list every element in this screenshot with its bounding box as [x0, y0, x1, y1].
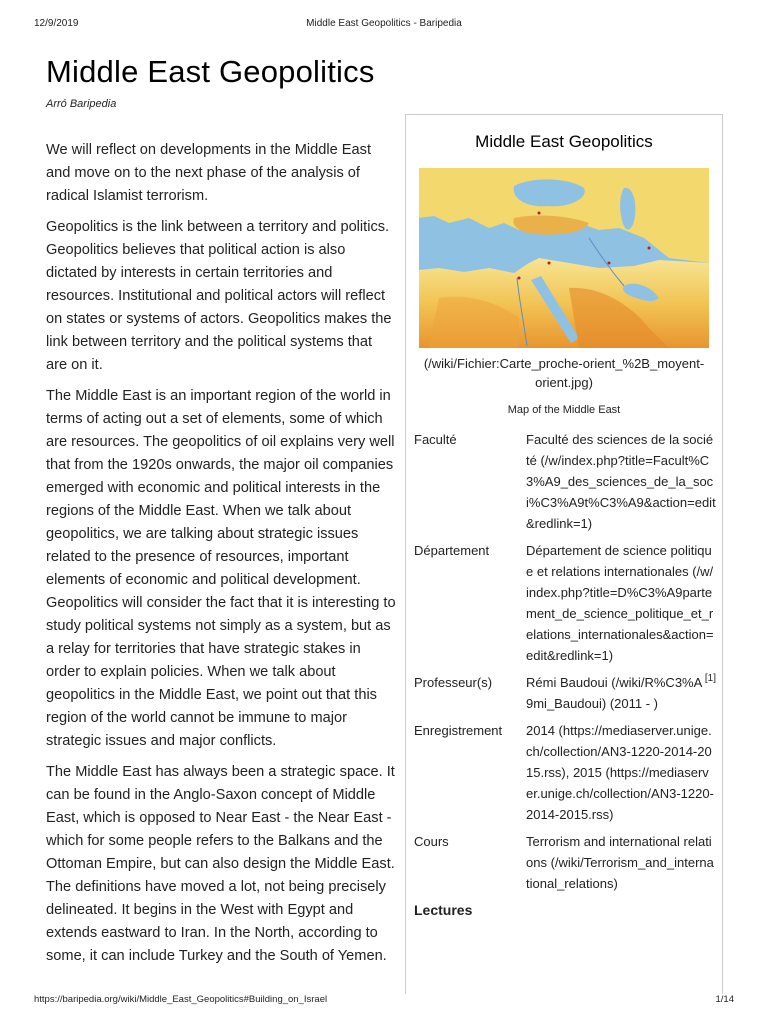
infobox-value-link[interactable]: 2014 (https://mediaserver.unige.ch/collection/AN3-1220-2014-2015.rss), 2015 (https://mediaserver.unige.ch/collection/AN3-1220-2014-2015.rss) [526, 723, 714, 822]
print-title: Middle East Geopolitics - Baripedia [306, 18, 462, 29]
paragraph: The Middle East is an important region of the world in terms of acting out a set of elements, some of which are resources. The geopolitics of oil explains very well that from the 1920s onwards, the major oil companies emerged with economic and political interests in the regions of the Middle East. When we talk about geopolitics, we are talking about strategic issues related to the presence of resources, important elements of economic and political development. Geopolitics will consider the fact that it is interesting to study political systems not simply as a system, but as a relay for territories that have strategic stakes in order to explain policies. When we talk about geopolitics in the Middle East, we point out that this region of the world cannot be immune to major strategic issues and major conflicts. [46, 388, 396, 749]
page-number: 1/14 [715, 994, 734, 1005]
infobox-label: Cours [414, 834, 449, 849]
infobox-value-link[interactable]: Rémi Baudoui (/wiki/R%C3%A9mi_Baudoui) (2011 - ) [526, 675, 703, 711]
infobox [405, 114, 723, 994]
site-tagline: Arró Baripedia [46, 98, 117, 110]
infobox-row-enregistrement [406, 720, 722, 825]
page-title: Middle East Geopolitics [46, 54, 375, 89]
middle-east-map-image[interactable] [419, 168, 709, 348]
infobox-value-link[interactable]: Terrorism and international relations (/wiki/Terrorism_and_international_relations) [526, 834, 714, 891]
infobox-row-cours [406, 831, 722, 894]
infobox-section-lectures: Lectures [414, 902, 473, 918]
paragraph: Geopolitics is the link between a territory and politics. Geopolitics believes that political action is also dictated by interests in certain territories and resources. Institutional and political actors will reflect on states or systems of actors. Geopolitics makes the link between territory and the political systems that are on it. [46, 219, 392, 373]
print-date: 12/9/2019 [34, 18, 79, 29]
infobox-label: Faculté [414, 432, 457, 447]
infobox-row-professeur [406, 672, 722, 714]
image-file-link[interactable]: (/wiki/Fichier:Carte_proche-orient_%2B_moyent-orient.jpg) [423, 356, 705, 390]
infobox-value-link[interactable]: Département de science politique et relations internationales (/w/index.php?title=D%C3%A9partement_de_science_politique_et_relations_internationales&action=edit&redlink=1) [526, 543, 714, 663]
infobox-rows [406, 429, 722, 894]
print-url: https://baripedia.org/wiki/Middle_East_Geopolitics#Building_on_Israel [34, 994, 328, 1005]
article-body [46, 139, 396, 976]
reference-link[interactable]: [1] [704, 673, 716, 684]
infobox-value-link[interactable]: Faculté des sciences de la société (/w/index.php?title=Facult%C3%A9_des_sciences_de_la_soci%C3%A9t%C3%A9&action=edit&redlink=1) [526, 432, 716, 531]
infobox-row-departement [406, 540, 722, 666]
infobox-label: Professeur(s) [414, 675, 493, 690]
infobox-label: Département [414, 543, 490, 558]
paragraph: The Middle East has always been a strategic space. It can be found in the Anglo-Saxon concept of Middle East, which is opposed to Near East - the Near East - which for some people refers to the Balkans and the Ottoman Empire, but can also design the Middle East. The definitions have moved a lot, not being precisely delineated. It begins in the West with Egypt and extends eastward to Iran. In the North, according to some, it can include Turkey and the South of Yemen. [46, 764, 395, 964]
infobox-label: Enregistrement [414, 723, 503, 738]
infobox-title: Middle East Geopolitics [475, 132, 653, 151]
paragraph: We will reflect on developments in the Middle East and move on to the next phase of the analysis of radical Islamist terrorism. [46, 142, 372, 204]
infobox-row-faculte [406, 429, 722, 534]
infobox-value-cell [526, 672, 716, 714]
image-caption: Map of the Middle East [507, 404, 621, 416]
